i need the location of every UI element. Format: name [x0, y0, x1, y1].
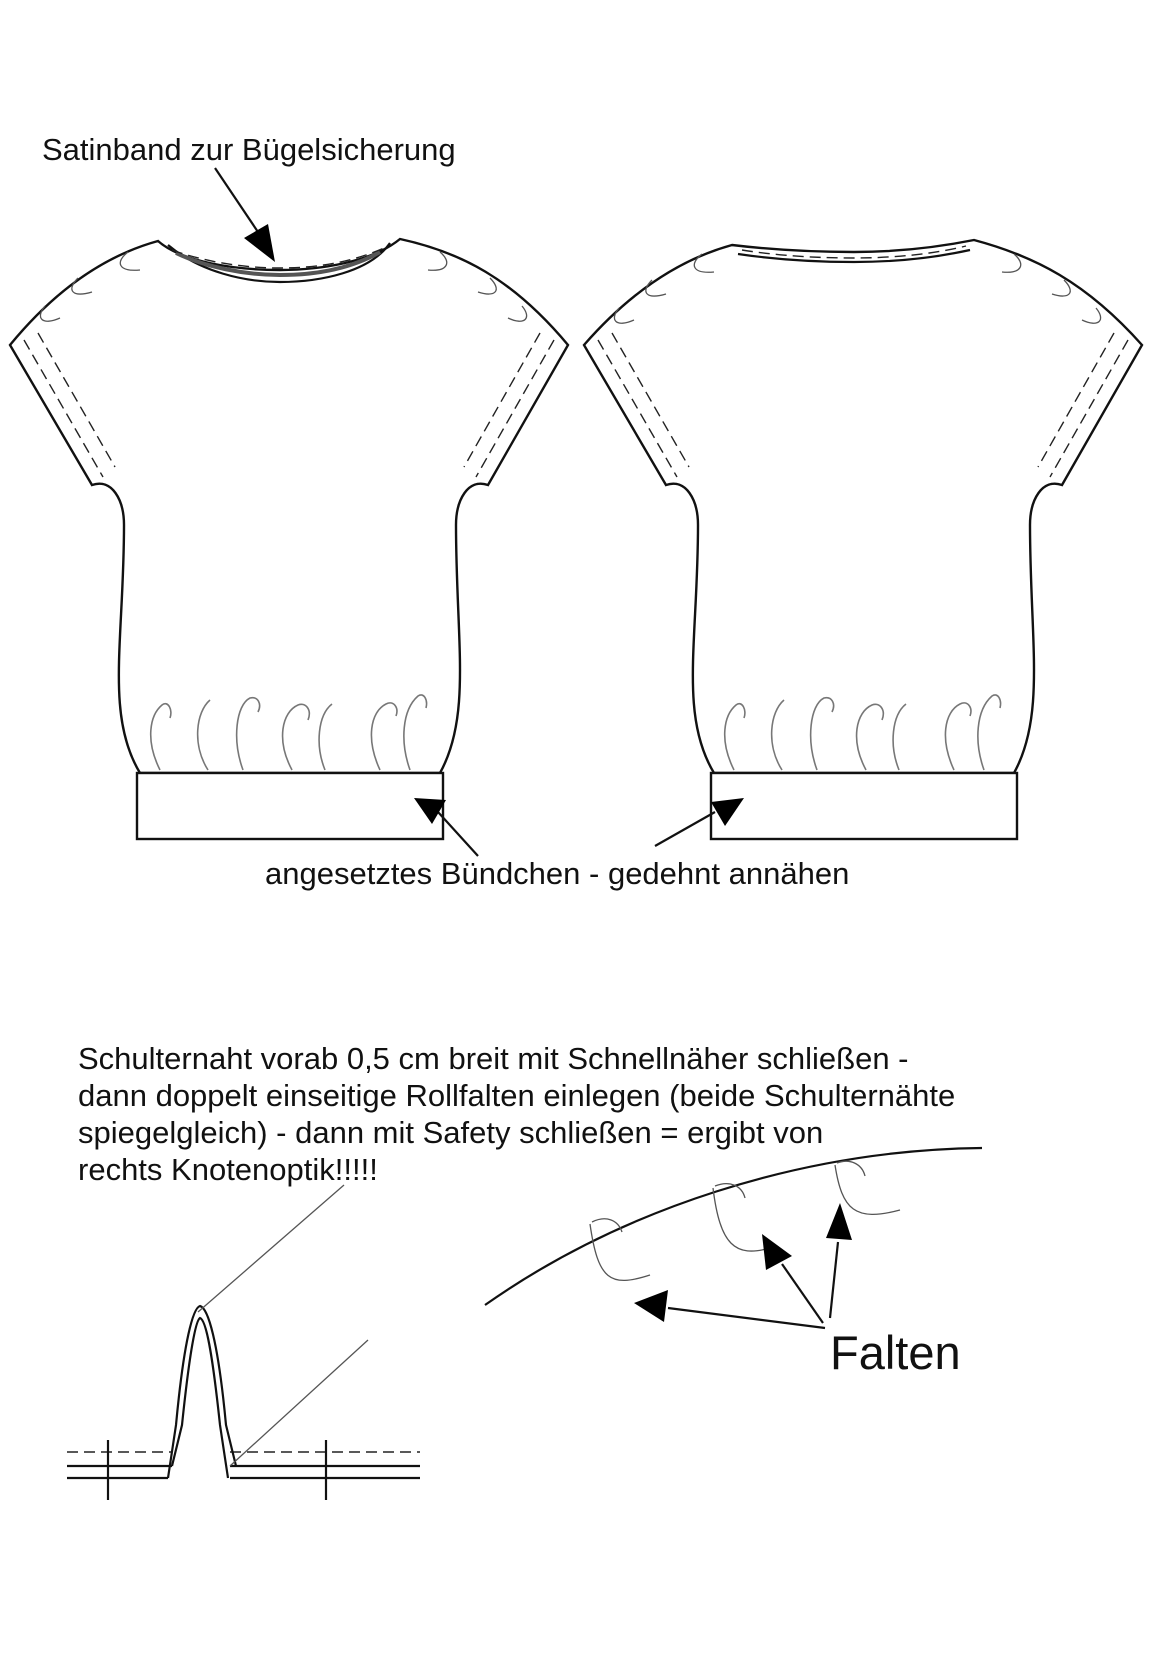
back-cuff	[711, 773, 1017, 839]
arrow-icon	[826, 1203, 852, 1318]
instruction-line: rechts Knotenoptik!!!!!	[78, 1152, 378, 1187]
front-cuff	[137, 773, 443, 839]
arrow-icon	[215, 168, 275, 262]
satin-ribbon-label: Satinband zur Bügelsicherung	[42, 132, 456, 167]
arrow-icon	[634, 1290, 825, 1328]
back-body-outline	[584, 240, 1142, 773]
front-body-outline	[10, 239, 568, 773]
instruction-line: Schulternaht vorab 0,5 cm breit mit Schnellnäher schließen -	[78, 1041, 909, 1076]
instruction-line: spiegelgleich) - dann mit Safety schließen = ergibt von	[78, 1115, 824, 1150]
arrow-icon	[762, 1234, 823, 1323]
front-view	[10, 239, 568, 839]
cuff-label: angesetztes Bündchen - gedehnt annähen	[265, 856, 850, 891]
fold-cross-section	[67, 1185, 420, 1500]
back-view	[584, 240, 1142, 839]
instruction-line: dann doppelt einseitige Rollfalten einlegen (beide Schulternähte	[78, 1078, 956, 1113]
folds-label: Falten	[830, 1326, 961, 1379]
shoulder-seam-instruction	[78, 1040, 955, 1188]
